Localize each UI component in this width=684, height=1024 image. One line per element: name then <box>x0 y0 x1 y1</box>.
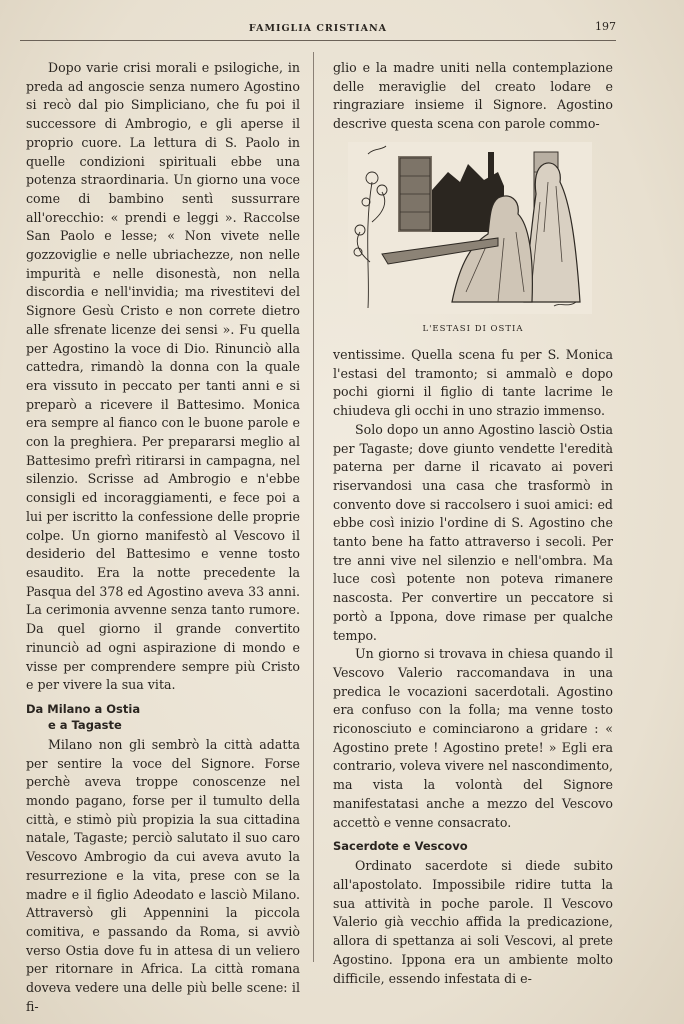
right-column-bottom <box>333 346 613 988</box>
running-title: FAMIGLIA CRISTIANA <box>248 23 388 34</box>
subheading-milano <box>26 701 300 733</box>
subheading-line: Da Milano a Ostia <box>26 701 141 716</box>
body-paragraph: Milano non gli sembrò la città adatta per sentire la voce del Signore. Forse perchè aveva troppe conoscenze nel mondo pagano, forse per il tumulto della città, e stimò più propizia la sua cittadina natale, Tagaste; perciò salutato il suo caro Vescovo Ambrogio da cui aveva avuto la resurrezione e la vita, prese con se la madre e il figlio Adeodato e lasciò Milano. Attraversò gli Appennini la piccola comitiva, e passando da Roma, si avviò verso Ostia dove fu in attesa di un veliero per ritornare in Africa. La città romana doveva vedere una delle più belle scene: il fi- <box>26 736 300 1014</box>
body-paragraph: Dopo varie crisi morali e psilogiche, in preda ad angoscie senza numero Agostino si recò dal pio Simpliciano, che fu poi il successore di Ambrogio, e gli aperse il proprio cuore. La lettura di S. Paolo in quelle condizioni spirituali ebbe una potenza straordinaria. Un giorno una voce come di bambino sentì sussurrare all'orecchio: « prendi e leggi ». Raccolse San Paolo e lesse; « Non vivete nelle gozzoviglie e nelle ubriachezze, non nelle impurità e nelle disonestà, non nella discordia e nell'invidia; ma rivestitevi del Signore Gesù Cristo e non correte dietro alle sfrenate licenze dei sensi ». Fu quella per Agostino la voce di Dio. Rinunciò alla cattedra, rimandò la donna con la quale era vissuto in peccato per tanti anni e si preparò a ricevere il Battesimo. Monica era sempre al fianco con le buone parole e con la preghiera. Per prepararsi meglio al Battesimo prefrì ritirarsi in campagna, nel silenzio. Scrisse ad Ambrogio e n'ebbe consigli ed incoraggiamenti, e fece poi a lui per iscritto la confessione delle proprie colpe. Un giorno manifestò al Vescovo il desiderio del Battesimo e venne tosto esaudito. Era la notte precedente la Pasqua del 378 ed Agostino aveva 33 anni. La cerimonia avvenne senza tanto rumore. Da quel giorno il grande convertito rinunciò ad ogni aspirazione di mondo e visse per comprendere sempre più Cristo e per vivere la sua vita. <box>26 60 300 693</box>
body-paragraph: Ordinato sacerdote si diede subito all'apostolato. Impossibile ridire tutta la sua attività in poche parole. Il Vescovo Valerio già vecchio affida la predicazione, allora di spettanza ai soli Vescovi, al prete Agostino. Ippona era un ambiente molto difficile, essendo infestata di e- <box>333 858 613 986</box>
page-number: 197 <box>595 20 616 33</box>
page-header <box>20 20 616 41</box>
column-divider <box>313 52 314 962</box>
left-column <box>26 59 300 1016</box>
body-paragraph: ventissime. Quella scena fu per S. Monica l'estasi del tramonto; si ammalò e dopo pochi giorni il figlio di tante lacrime le chiudeva gli occhi in uno strazio immenso. <box>333 347 613 419</box>
subheading-line: Sacerdote e Vescovo <box>333 839 468 854</box>
body-paragraph: Solo dopo un anno Agostino lasciò Ostia per Tagaste; dove giunto vendette l'eredità paterna per darne il ricavato ai poveri riservandosi una casa che trasformò in convento dove si raccolsero i suoi amici: ed ebbe così inizio l'ordine di S. Agostino che tanto bene ha fatto attraverso i secoli. Per tre anni vive nel silenzio e nell'ombra. Ma luce così potente non poteva rimanere nascosta. Per convertire un peccatore si portò a Ippona, dove rimase per qualche tempo. <box>333 421 613 643</box>
subheading-sacerdote <box>333 838 613 854</box>
subheading-line: e a Tagaste <box>48 717 122 732</box>
body-paragraph: glio e la madre uniti nella contemplazione delle meraviglie del creato lodare e ringraziare insieme il Signore. Agostino descrive questa scena con parole commo- <box>333 60 613 132</box>
illustration-caption: L'ESTASI DI OSTIA <box>422 324 524 334</box>
ostia-ecstasy-illustration <box>348 142 592 314</box>
body-paragraph: Un giorno si trovava in chiesa quando il Vescovo Valerio raccomandava in una predica le vocazioni sacerdotali. Agostino era confuso con la folla; ma venne tosto riconosciuto e cominciarono a gridare : « Agostino prete ! Agostino prete! » Egli era contrario, voleva vivere nel nascondimento, ma vista la volontà del Signore manifestatasi anche a mezzo del Vescovo accettò e venne consacrato. <box>333 646 613 830</box>
right-column-top <box>333 59 613 134</box>
